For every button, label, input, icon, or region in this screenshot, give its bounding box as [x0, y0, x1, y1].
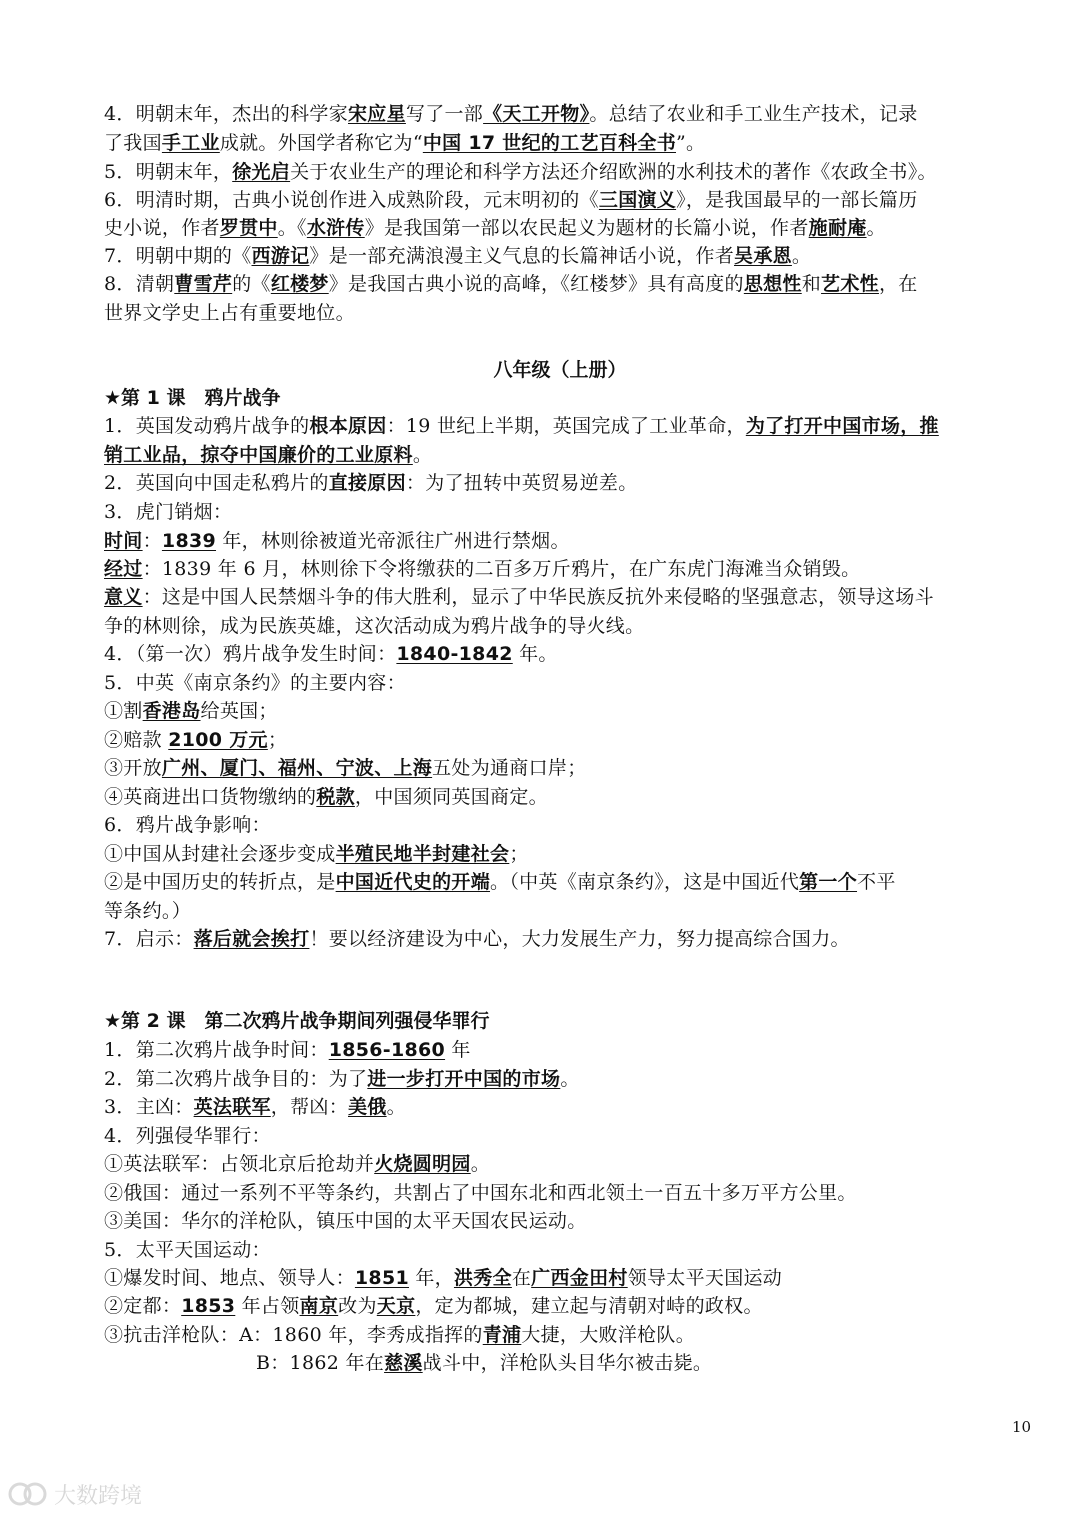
text-segment: 。《	[277, 217, 307, 239]
text-line	[104, 726, 1034, 755]
text-segment: 7．明朝中期的《	[104, 245, 252, 267]
key-term: 三国演义	[598, 189, 677, 211]
text-segment: ①中国从封建社会逐步变成	[104, 843, 336, 865]
text-segment: ④英商进出口货物缴纳的	[104, 786, 317, 808]
section-title: 八年级（上册）	[493, 359, 627, 381]
text-line	[104, 811, 1034, 840]
text-line	[104, 214, 1034, 243]
key-term: 青浦	[482, 1324, 522, 1346]
text-segment: ，定为都城，建立起与清朝对峙的政权。	[415, 1295, 763, 1317]
lesson-2-title: ★第 2 课 第二次鸦片战争期间列强侵华罪行	[104, 1010, 490, 1032]
text-line	[256, 1349, 1080, 1378]
key-term: 1839	[161, 530, 217, 552]
text-segment: ②定都：	[104, 1295, 182, 1317]
key-term: 西游记	[251, 245, 310, 267]
key-term: 时间	[104, 530, 143, 552]
text-line	[104, 158, 1034, 187]
text-segment: 和	[801, 273, 822, 295]
text-segment: ，帮凶：	[270, 1096, 348, 1118]
text-line	[104, 1122, 1034, 1151]
text-segment: 给英国；	[200, 700, 278, 722]
text-segment: 4．列强侵华罪行：	[104, 1125, 271, 1147]
text-segment: 年，林则徐被道光帝派往广州进行禁烟。	[216, 530, 570, 552]
text-line	[104, 669, 1034, 698]
text-line	[104, 925, 1034, 954]
text-line	[104, 441, 1034, 470]
text-segment: 不平	[857, 871, 896, 893]
text-segment: 7．启示：	[104, 928, 194, 950]
text-segment: 1．第二次鸦片战争时间：	[104, 1039, 329, 1061]
text-line	[104, 299, 1034, 328]
key-term: 手工业	[161, 132, 220, 154]
key-term: 落后就会挨打	[193, 928, 310, 950]
text-line	[104, 498, 1034, 527]
text-segment: ：1839 年 6 月，林则徐下令将缴获的二百多万斤鸦片，在广东虎门海滩当众销毁。	[142, 558, 861, 580]
text-line	[104, 1150, 1034, 1179]
watermark	[8, 1478, 142, 1510]
key-term: 香港岛	[142, 700, 201, 722]
key-term: 水浒传	[306, 217, 365, 239]
key-term: 1840-1842	[396, 643, 513, 665]
text-line	[104, 1036, 1034, 1065]
text-segment: 8．清朝	[104, 273, 175, 295]
text-segment: 》是一部充满浪漫主义气息的长篇神话小说，作者	[309, 245, 735, 267]
key-term: 中国 17 世纪的工艺百科全书	[422, 132, 676, 154]
text-segment: 年。	[512, 643, 558, 665]
text-segment: 2．英国向中国走私鸦片的	[104, 472, 329, 494]
text-segment: ：为了扭转中英贸易逆差。	[405, 472, 638, 494]
text-segment: ①英法联军：占领北京后抢劫并	[104, 1153, 375, 1175]
lesson-1-title: ★第 1 课 鸦片战争	[104, 387, 281, 409]
text-segment: 。（中英《南京条约》，这是中国近代	[490, 871, 800, 893]
key-term: 慈溪	[384, 1352, 423, 1374]
text-segment: ；	[509, 843, 529, 865]
key-term: 经过	[104, 558, 143, 580]
key-term: 税款	[316, 786, 355, 808]
text-segment: 的《	[232, 273, 271, 295]
text-line	[104, 612, 1034, 641]
key-term: 火烧圆明园	[374, 1153, 471, 1175]
key-term: 美俄	[348, 1096, 387, 1118]
key-term: 罗贯中	[219, 217, 278, 239]
text-line	[104, 100, 1034, 129]
text-segment: 年占领	[235, 1295, 300, 1317]
text-segment: 。	[791, 245, 812, 267]
key-term: 广西金田村	[531, 1267, 628, 1289]
key-term: 1851	[354, 1267, 409, 1289]
text-segment: 大捷，大败洋枪队。	[521, 1324, 696, 1346]
key-term: 中国近代史的开端	[335, 871, 491, 893]
text-segment: 。	[866, 217, 886, 239]
text-segment: 4．明朝末年，杰出的科学家	[104, 103, 348, 125]
text-segment: ②赔款	[104, 729, 169, 751]
text-segment: 》是我国古典小说的高峰，《红楼梦》具有高度的	[328, 273, 744, 295]
text-line	[104, 1179, 1034, 1208]
key-term: 曹雪芹	[174, 273, 233, 295]
watermark-logo-icon	[8, 1478, 48, 1510]
text-line	[104, 527, 1034, 556]
page-number: 10	[1012, 1418, 1032, 1436]
key-term: 进一步打开中国的市场	[367, 1068, 561, 1090]
text-segment: 领导太平天国运动	[627, 1267, 783, 1289]
text-segment: 改为	[338, 1295, 377, 1317]
text-segment: 史小说，作者	[104, 217, 220, 239]
key-term: 红楼梦	[270, 273, 329, 295]
text-segment: 五处为通商口岸；	[432, 757, 587, 779]
text-segment: 》是我国第一部以农民起义为题材的长篇小说，作者	[364, 217, 809, 239]
text-segment: 1．英国发动鸦片战争的	[104, 415, 310, 437]
text-segment: 。	[386, 1096, 406, 1118]
text-line	[104, 1236, 1034, 1265]
text-segment: 世界文学史上占有重要地位。	[104, 302, 355, 324]
text-line	[104, 583, 1034, 612]
text-line	[104, 186, 1034, 215]
text-segment: 写了一部	[405, 103, 484, 125]
text-line	[104, 1093, 1034, 1122]
key-term: 天京	[376, 1295, 416, 1317]
text-segment: 。	[560, 1068, 580, 1090]
text-line	[104, 1292, 1034, 1321]
key-term: 施耐庵	[808, 217, 867, 239]
text-line	[104, 412, 1034, 441]
key-term: 徐光启	[232, 161, 291, 183]
text-line	[104, 783, 1034, 812]
text-segment: 。	[470, 1153, 491, 1175]
text-line	[104, 640, 1034, 669]
text-segment: ，中国须同英国商定。	[354, 786, 548, 808]
bold-term: 直接原因	[328, 472, 406, 494]
text-line	[104, 754, 1034, 783]
key-term: 意义	[104, 586, 143, 608]
bold-term: 根本原因	[309, 415, 387, 437]
key-term: 《天工开物》	[483, 103, 590, 125]
key-term: 洪秀全	[453, 1267, 512, 1289]
text-segment: B：1862 年在	[256, 1352, 385, 1374]
text-segment: 5．太平天国运动：	[104, 1239, 271, 1261]
key-term: 艺术性	[821, 273, 879, 295]
key-term: 广州、厦门、福州、宁波、上海	[161, 757, 433, 779]
text-segment: ①爆发时间、地点、领导人：	[104, 1267, 355, 1289]
text-line	[104, 1264, 1034, 1293]
key-term: 2100 万元	[168, 729, 268, 751]
key-term: 思想性	[743, 273, 802, 295]
text-segment: 了我国	[104, 132, 162, 154]
text-segment: 3．主凶：	[104, 1096, 194, 1118]
text-line	[104, 840, 1034, 869]
key-term: 1853	[181, 1295, 236, 1317]
key-term: 英法联军	[193, 1096, 271, 1118]
text-segment: ！要以经济建设为中心，大力发展生产力，努力提高综合国力。	[309, 928, 850, 950]
text-segment: 6．明清时期，古典小说创作进入成熟阶段，元末明初的《	[104, 189, 599, 211]
watermark-text: 大数跨境	[54, 1483, 143, 1509]
text-segment: 在	[511, 1267, 532, 1289]
text-segment: ③开放	[104, 757, 162, 779]
text-segment: ：19 世纪上半期，英国完成了工业革命，	[386, 415, 746, 437]
text-line	[104, 868, 1034, 897]
text-segment: 战斗中，洋枪队头目华尔被击毙。	[422, 1352, 713, 1374]
key-term: 第一个	[799, 871, 858, 893]
text-segment: ，在	[878, 273, 918, 295]
text-segment: 成就。外国学者称它为“	[219, 132, 423, 154]
text-line	[104, 555, 1034, 584]
text-segment: 5．中英《南京条约》的主要内容：	[104, 672, 406, 694]
text-segment: 3．虎门销烟：	[104, 501, 233, 523]
text-segment: 。总结了农业和手工业生产技术，记录	[589, 103, 918, 125]
text-segment: 年	[445, 1039, 471, 1061]
text-line	[104, 1321, 1034, 1350]
key-term: 半殖民地半封建社会	[335, 843, 510, 865]
text-line	[104, 469, 1034, 498]
text-segment: ：	[142, 530, 162, 552]
key-term: 南京	[299, 1295, 339, 1317]
text-segment: 。	[412, 444, 433, 466]
text-segment: 关于农业生产的理论和科学方法还介绍欧洲的水利技术的著作《农政全书》。	[290, 161, 937, 183]
text-segment: ③美国：华尔的洋枪队，镇压中国的太平天国农民运动。	[104, 1210, 587, 1232]
text-segment: ”。	[676, 132, 706, 154]
text-line	[104, 897, 1034, 926]
text-line	[104, 270, 1034, 299]
text-segment: ②俄国：通过一系列不平等条约，共割占了中国东北和西北领土一百五十多万平方公里。	[104, 1182, 857, 1204]
key-term: 1856-1860	[328, 1039, 446, 1061]
text-segment: 等条约。）	[104, 900, 192, 922]
text-line	[104, 697, 1034, 726]
text-line	[104, 1207, 1034, 1236]
text-segment: ③抗击洋枪队：A：1860 年，李秀成指挥的	[104, 1324, 483, 1346]
text-segment: ②是中国历史的转折点，是	[104, 871, 336, 893]
text-segment: 5．明朝末年，	[104, 161, 233, 183]
text-line	[104, 129, 1034, 158]
key-term: 销工业品，掠夺中国廉价的工业原料	[104, 444, 413, 466]
text-segment: ：这是中国人民禁烟斗争的伟大胜利，显示了中华民族反抗外来侵略的坚强意志，领导这场斗	[142, 586, 934, 608]
text-line	[104, 242, 1034, 271]
text-line	[104, 1065, 1034, 1094]
text-segment: 争的林则徐，成为民族英雄，这次活动成为鸦片战争的导火线。	[104, 615, 645, 637]
key-term: 宋应星	[348, 103, 406, 125]
text-segment: ；	[267, 729, 288, 751]
text-segment: 6．鸦片战争影响：	[104, 814, 271, 836]
text-segment: 2．第二次鸦片战争目的：为了	[104, 1068, 368, 1090]
text-segment: 年，	[409, 1267, 454, 1289]
text-segment: ①割	[104, 700, 143, 722]
text-segment: 4．（第一次）鸦片战争发生时间：	[104, 643, 397, 665]
text-segment: 》，是我国最早的一部长篇历	[676, 189, 918, 211]
key-term: 吴承恩	[734, 245, 792, 267]
key-term: 为了打开中国市场，推	[745, 415, 939, 437]
